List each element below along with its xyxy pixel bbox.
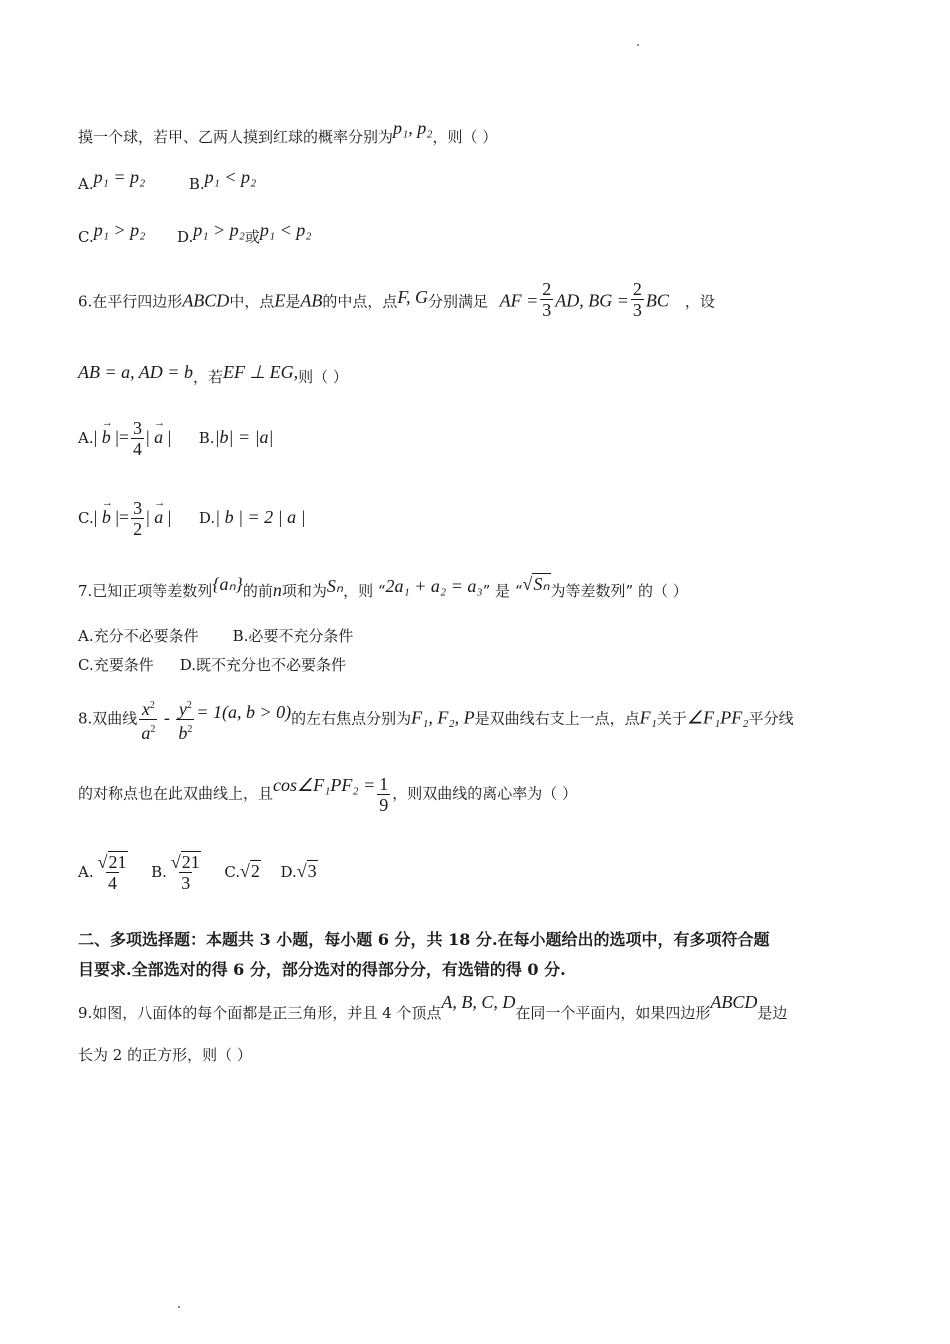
section2-heading-cont: 目要求.全部选对的得 6 分，部分选对的得部分分，有选错的得 0 分.: [78, 960, 566, 979]
scan-speck: [178, 1306, 180, 1308]
q6-option-c[interactable]: C.| → b |= $\frac{3}{2}$ | → a |: [78, 509, 171, 527]
q5-stem: 摸一个球，若甲、乙两人摸到红球的概率分别为p₁, p₂，则（ ）: [78, 118, 498, 146]
section2-heading: 二、多项选择题：本题共 3 小题，每小题 6 分，共 18 分.在每小题给出的选项中，有多项符合题: [78, 930, 770, 949]
q8-option-d[interactable]: D.√3: [280, 860, 317, 881]
q8-option-c[interactable]: C.√2: [224, 860, 260, 881]
q8-condition: 的对称点也在此双曲线上，且cos∠F₁PF₂ = $\frac{1}{9}$ ，则双曲线的离心率为（ ）: [78, 774, 578, 815]
q7-options-cd: [78, 655, 346, 675]
q7-option-b[interactable]: B.必要不充分条件: [232, 627, 354, 645]
q5-options-ab: [78, 167, 257, 194]
q9-stem: 9.如图，八面体的每个面都是正三角形，并且 4 个顶点A, B, C, D在同一个平面内，如果四边形ABCD是边: [78, 992, 788, 1022]
q5-options-cd: [78, 220, 312, 247]
q6-option-b[interactable]: B.|b| = |a|: [198, 426, 274, 447]
q7-option-a[interactable]: A.充分不必要条件: [78, 627, 199, 645]
q8-option-a[interactable]: A. $\frac{√21}{4}$: [78, 852, 127, 893]
q5-option-a[interactable]: A.p₁ = p₂: [78, 167, 146, 193]
q6-option-a[interactable]: A.| → b |= $\frac{3}{4}$ | → a |: [78, 429, 171, 447]
q7-stem: 7.已知正项等差数列{aₙ}的前n项和为Sₙ，则 “2a₁ + a₂ = a₃” 是 “√Sₙ为等差数列” 的（ ）: [78, 574, 688, 600]
q8-option-b[interactable]: B. $\frac{√21}{3}$: [151, 852, 200, 893]
q6-option-d[interactable]: D.| b | = 2 | a |: [198, 506, 306, 527]
q5-option-b[interactable]: B.p₁ < p₂: [188, 167, 257, 193]
scan-speck: [637, 44, 639, 46]
q6-options-cd: [78, 498, 306, 539]
q7-options-ab: [78, 626, 353, 646]
q8-stem: 8.双曲线 $\frac{x^2}{a^2}$ - $\frac{y^2}{b^2}$ = 1(a, b > 0)的左右焦点分别为F₁, F₂, P是双曲线右支上一点，点F₁关于∠F₁PF₂平分线: [78, 699, 794, 743]
q7-option-c[interactable]: C.充要条件: [78, 656, 154, 674]
q6-stem: 6.在平行四边形ABCD中，点E是AB的中点，点F, G分别满足 AF = $\frac{2}{3}$ AD, BG = $\frac{2}{3}$ BC ，设: [78, 279, 715, 320]
q6-options-ab: [78, 418, 274, 459]
q7-option-d[interactable]: D.既不充分也不必要条件: [179, 656, 346, 674]
q8-options: [78, 852, 318, 893]
q6-condition: AB = a, AD = b，若EF ⊥ EG,则（ ）: [78, 362, 348, 386]
q5-option-c[interactable]: C.p₁ > p₂: [78, 220, 146, 246]
q9-stem-cont: 长为 2 的正方形，则（ ）: [78, 1046, 252, 1064]
q5-option-d[interactable]: D.p₁ > p₂或p₁ < p₂: [176, 220, 312, 246]
